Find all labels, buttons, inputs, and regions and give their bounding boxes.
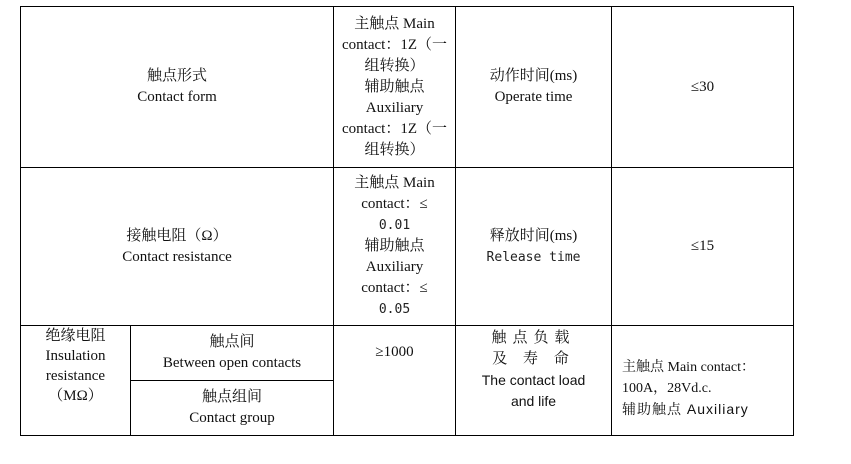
open-contacts-label-en: Between open contacts [162,354,302,371]
contact-form-label-en: Contact form [137,89,217,106]
relay-spec-table [20,6,794,436]
row-contact-form [21,7,794,168]
contact-resistance-value-line: 0.05 [378,302,411,318]
row-contact-resistance [21,168,794,325]
contact-form-value-line: 辅助触点 [364,78,425,95]
load-life-label-cn-line1: 触点负载 [491,329,576,346]
operate-time-value: ≤30 [612,7,794,168]
contact-form-value-line: 主触点 Main [354,15,435,32]
load-life-value-line: 辅助触点 Auxiliary [622,400,749,417]
contact-resistance-label-en: Contact resistance [122,248,232,265]
load-life-value-line: 100A，28Vd.c. [622,380,712,396]
contact-form-value-line: 组转换） [364,141,425,158]
load-life-label-en-line2: and life [510,392,557,409]
contact-resistance-label-cell [21,168,334,325]
load-life-label-cell [456,325,612,435]
contact-resistance-value-line: Auxiliary [365,259,424,276]
contact-resistance-value-cell [334,168,456,325]
contact-form-value-line: 组转换） [364,57,425,74]
contact-group-cell [131,380,334,435]
load-life-label-cn-line2: 及 寿 命 [492,350,575,367]
insulation-value: ≥1000 [334,325,456,435]
contact-group-label-cn: 触点组间 [202,388,263,405]
contact-form-value-cell [334,7,456,168]
operate-time-label-cell [456,7,612,168]
operate-time-label-en: Operate time [494,89,573,106]
operate-time-label-cn: 动作时间(ms) [489,68,578,85]
contact-form-label-cn: 触点形式 [147,68,208,85]
load-life-value-line: 主触点 Main contact： [622,359,755,375]
release-time-label-cell [456,168,612,325]
contact-resistance-value-line: contact：≤ [361,280,428,297]
insulation-label-line: （MΩ） [48,387,103,404]
insulation-label-line: 绝缘电阻 [45,327,106,344]
contact-form-label-cell [21,7,334,168]
contact-group-label-en: Contact group [189,409,275,426]
load-life-label-en-line1: The contact load [481,371,586,388]
contact-form-value-line: contact：1Z（一 [342,36,447,53]
release-time-value: ≤15 [612,168,794,325]
insulation-label-cell [21,325,131,435]
insulation-label-line: Insulation [45,347,106,364]
contact-resistance-value-line: 0.01 [378,218,411,234]
row-insulation-open [21,325,794,380]
release-time-label-en: Release time [486,249,581,265]
insulation-label-line: resistance [45,367,106,384]
contact-resistance-value-line: 主触点 Main [354,175,435,192]
contact-resistance-value-line: 辅助触点 [364,238,425,255]
open-contacts-label-cn: 触点间 [209,333,255,350]
load-life-value-cell [612,325,794,435]
contact-form-value-line: contact：1Z（一 [342,120,447,137]
open-contacts-cell [131,325,334,380]
contact-resistance-label-cn: 接触电阻（Ω） [126,227,228,244]
contact-resistance-value-line: contact：≤ [361,196,428,213]
contact-form-value-line: Auxiliary [365,99,424,116]
release-time-label-cn: 释放时间(ms) [489,227,578,244]
